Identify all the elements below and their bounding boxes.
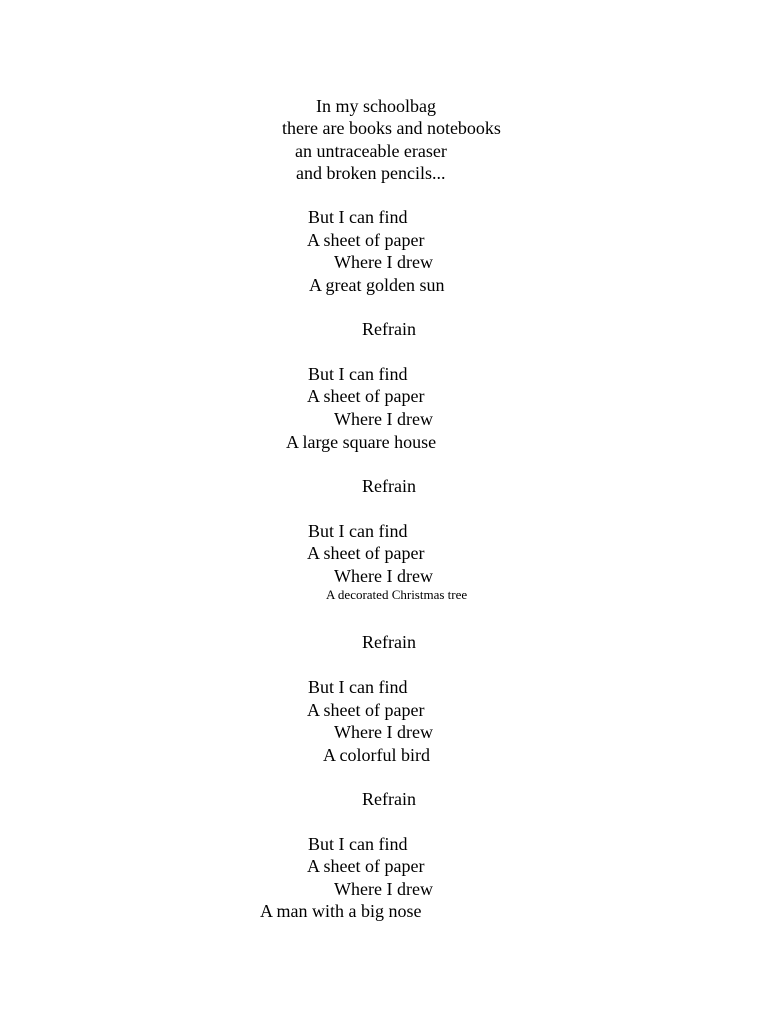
stanza-line: But I can find (308, 207, 408, 227)
intro-line: and broken pencils... (296, 163, 446, 183)
stanza-line: A sheet of paper (307, 543, 425, 563)
stanza-line: But I can find (308, 364, 408, 384)
stanza-line: But I can find (308, 834, 408, 854)
intro-line: an untraceable eraser (295, 141, 447, 161)
intro-line: In my schoolbag (316, 96, 436, 116)
stanza-line: A man with a big nose (260, 901, 422, 921)
stanza-line: Where I drew (334, 879, 433, 899)
stanza-line: A great golden sun (309, 275, 445, 295)
refrain-label: Refrain (362, 632, 416, 652)
intro-line: there are books and notebooks (282, 118, 501, 138)
stanza-line: A sheet of paper (307, 230, 425, 250)
stanza-line: Where I drew (334, 252, 433, 272)
refrain-label: Refrain (362, 476, 416, 496)
stanza-line: But I can find (308, 521, 408, 541)
stanza-line: A sheet of paper (307, 386, 425, 406)
stanza-line: A decorated Christmas tree (326, 587, 468, 602)
stanza-line: A sheet of paper (307, 700, 425, 720)
stanza-line: Where I drew (334, 566, 433, 586)
stanza-line: But I can find (308, 677, 408, 697)
stanza-line: A sheet of paper (307, 856, 425, 876)
refrain-label: Refrain (362, 319, 416, 339)
stanza-line: Where I drew (334, 722, 433, 742)
stanza-line: A large square house (286, 432, 437, 452)
refrain-label: Refrain (362, 789, 416, 809)
stanza-line: A colorful bird (323, 745, 430, 765)
stanza-line: Where I drew (334, 409, 433, 429)
